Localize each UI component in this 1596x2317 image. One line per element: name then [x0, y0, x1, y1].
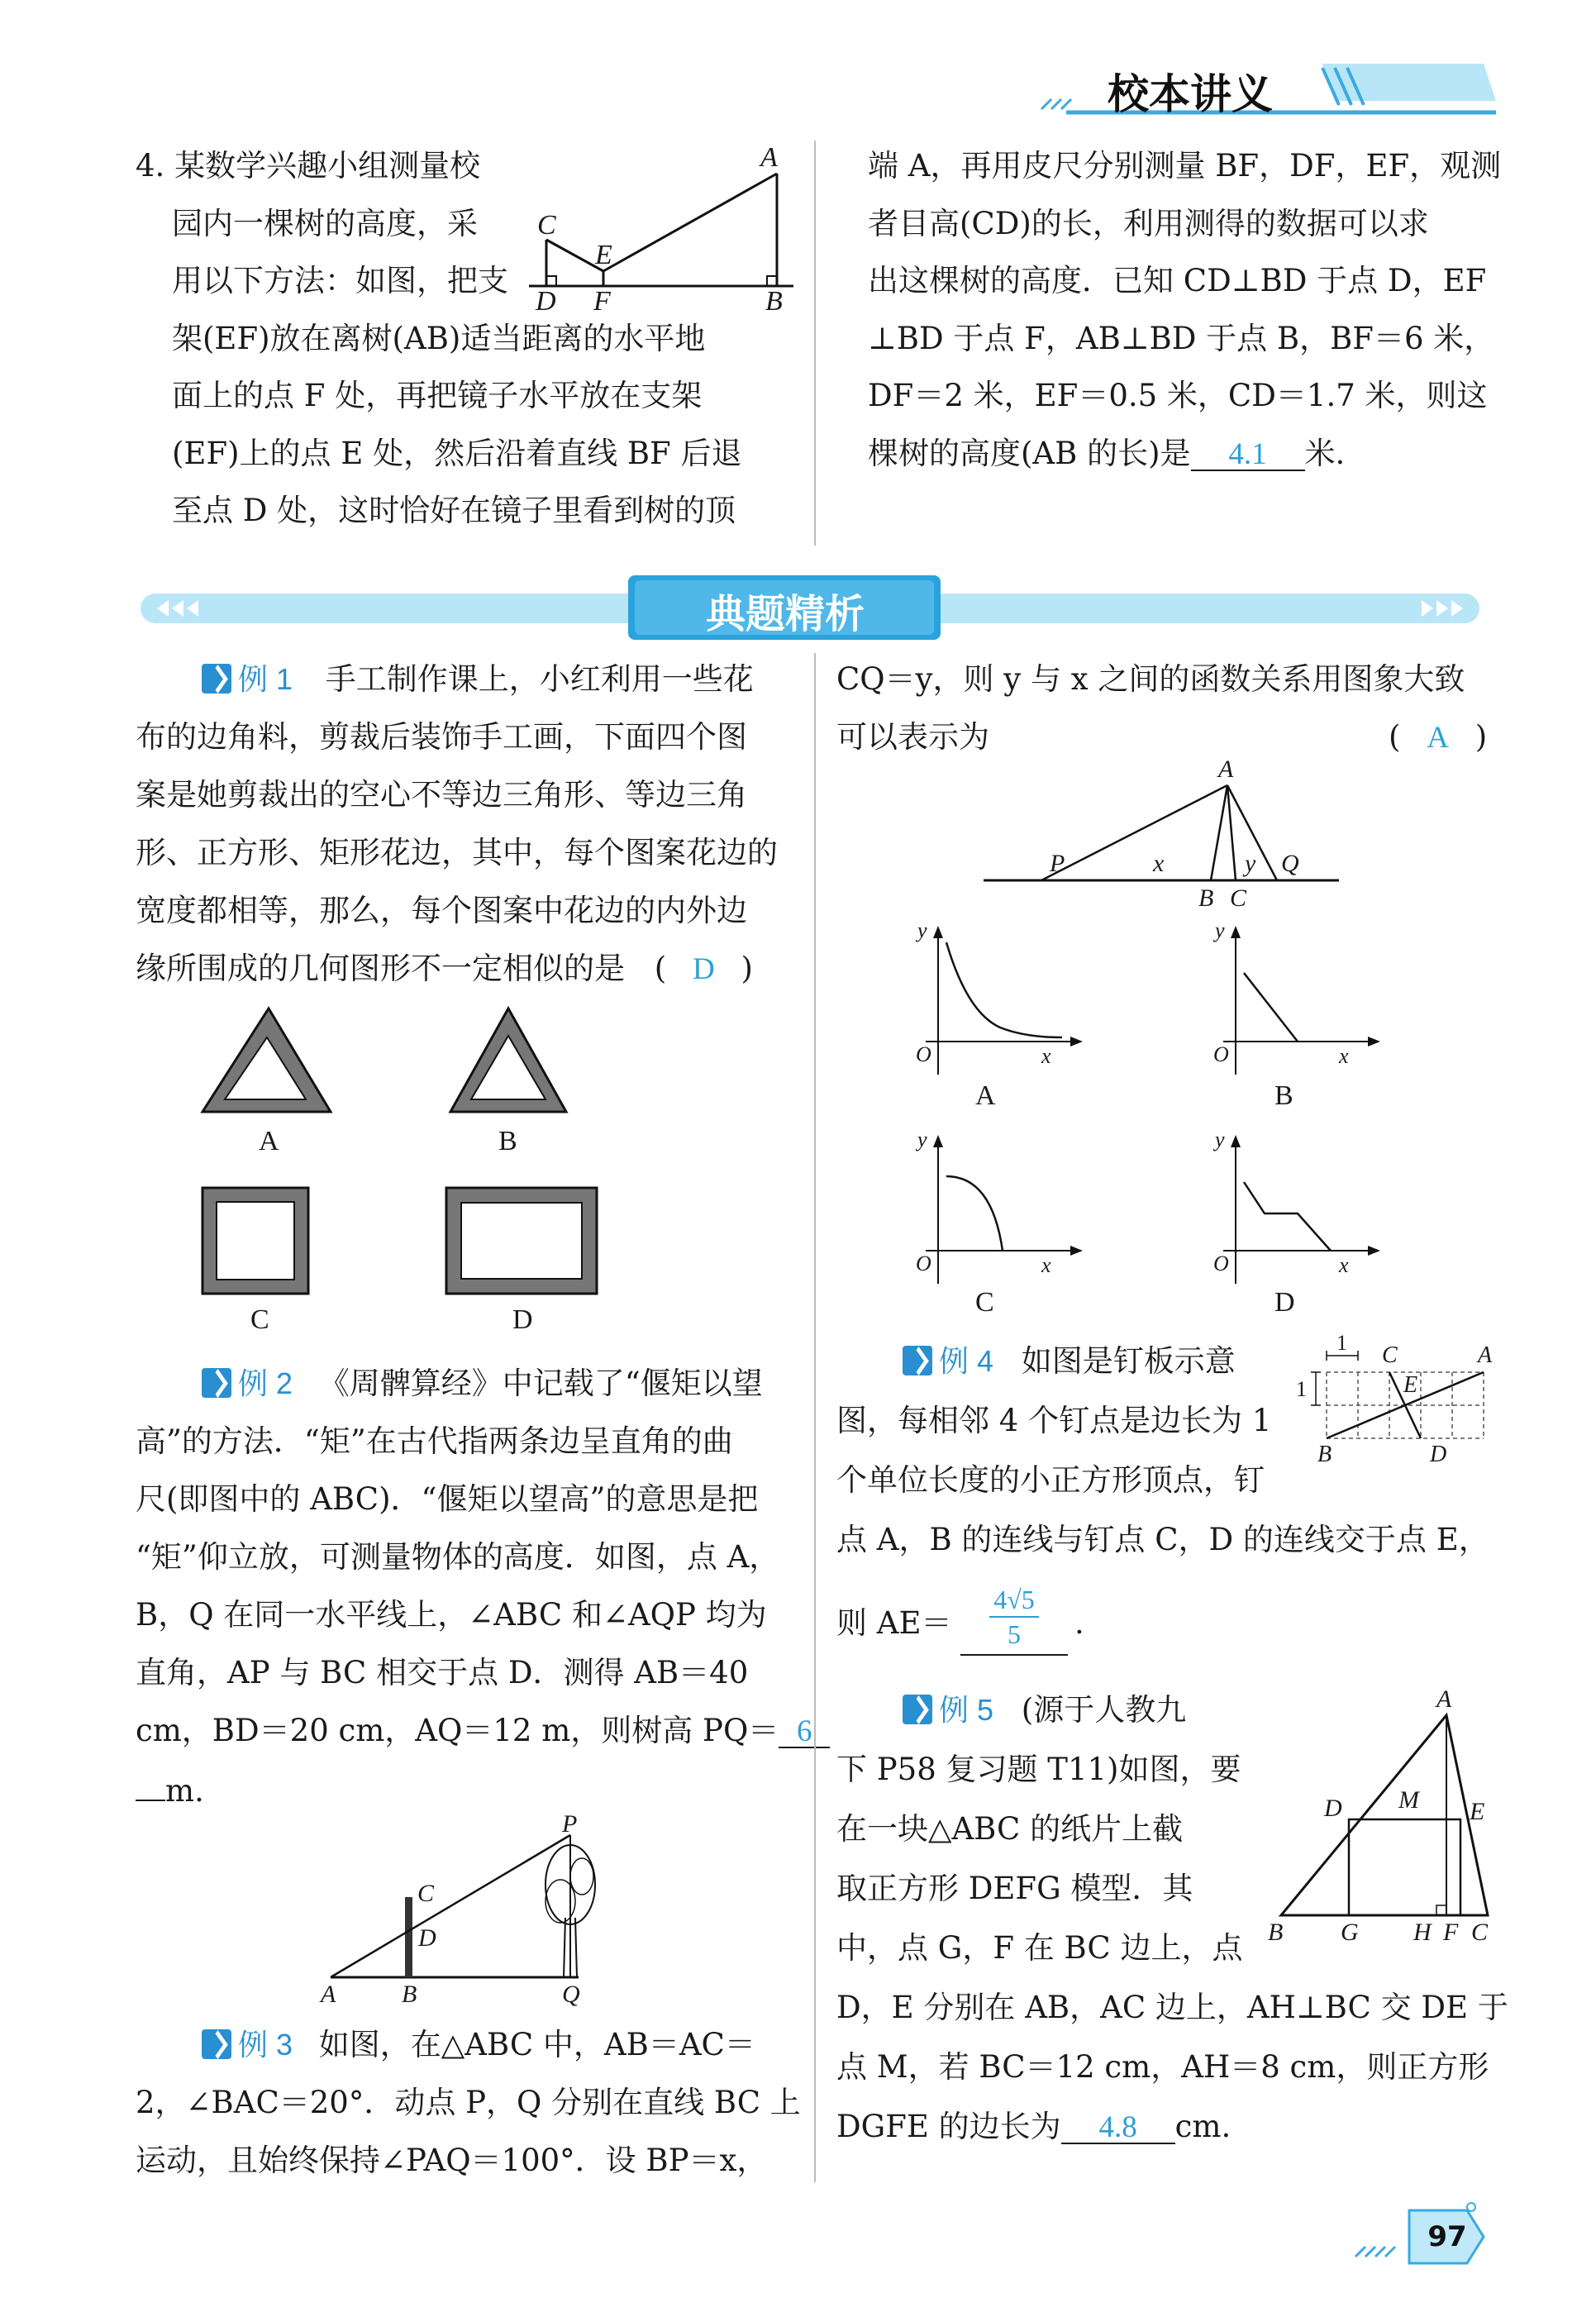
- ex5-figure: [1265, 1685, 1504, 1955]
- ex1-answer: D: [692, 952, 715, 986]
- ex1-option-d-label: D: [512, 1304, 533, 1335]
- ex5-line-5: 中，点 G，F 在 BC 边上，点: [836, 1930, 1243, 1966]
- ex4-answer-numerator: 4√5: [993, 1585, 1035, 1614]
- p4-last-suffix: 米.: [1304, 436, 1346, 471]
- ex3-line-2: 2，∠BAC＝20°．动点 P，Q 分别在直线 BC 上: [136, 2085, 801, 2120]
- ex2-figure-svg: [322, 1827, 628, 2025]
- ex5-last-prefix: DGFE 的边长为: [836, 2109, 1061, 2144]
- ex4-label-unit-left: 1: [1296, 1377, 1307, 1401]
- ex2-line-4: “矩”仰立放，可测量物体的高度．如图，点 A，: [136, 1539, 780, 1575]
- p4-right-line-1: 端 A，再用皮尺分别测量 BF，DF，EF，观测: [868, 148, 1502, 184]
- ex5-answer: 4.8: [1061, 2112, 1175, 2144]
- ex3-graph-a-o: O: [916, 1042, 931, 1066]
- ex1-option-a-label: A: [259, 1126, 279, 1156]
- ex1-text-6: 缘所围成的几何图形不一定相似的是: [136, 951, 625, 986]
- p4-right-line-4: ⊥BD 于点 F，AB⊥BD 于点 B，BF＝6 米，: [868, 321, 1495, 356]
- ex5-figure-svg: [1265, 1690, 1504, 1955]
- ex1-option-c-label: C: [250, 1304, 269, 1335]
- ex5-label-m: M: [1398, 1786, 1419, 1814]
- ex4-result-prefix: 则 AE＝: [836, 1605, 952, 1641]
- section-banner: [141, 570, 1479, 645]
- p4-label-d: D: [536, 286, 556, 317]
- ex3-line-5: [836, 719, 989, 755]
- ex3-text-5: 可以表示为: [836, 719, 989, 755]
- ex2-answer: 6: [779, 1716, 830, 1748]
- page-number: 97: [1427, 2220, 1467, 2253]
- ex3-graph-b-o: O: [1213, 1042, 1229, 1066]
- ex5-last-suffix: cm.: [1174, 2109, 1232, 2144]
- ex3-answer-line: [1389, 719, 1488, 755]
- ex5-arrow-icon: [903, 1695, 932, 1724]
- p4-label-b: B: [765, 286, 783, 317]
- p4-label-c: C: [537, 210, 556, 241]
- header-title: 校本讲义: [1108, 70, 1273, 118]
- ex3-graph-a: [909, 918, 1083, 1087]
- ex3-graph-d-x: x: [1339, 1253, 1349, 1277]
- ex1-text-1: 手工制作课上，小红利用一些花: [325, 661, 754, 697]
- ex4-result-line: [836, 1605, 952, 1641]
- ex3-graph-c-y: y: [917, 1128, 927, 1151]
- p4-last-prefix: 棵树的高度(AB 的长)是: [868, 436, 1191, 471]
- ex4-line-2: 图，每相邻 4 个钉点是边长为 1: [836, 1403, 1272, 1438]
- ex2-line-5: B，Q 在同一水平线上，∠ABC 和∠AQP 均为: [136, 1597, 767, 1633]
- ex3-line-3: 运动，且始终保持∠PAQ＝100°．设 BP＝x，: [136, 2143, 768, 2178]
- ex3-graph-c-x: x: [1041, 1253, 1051, 1277]
- ex4-label-b: B: [1317, 1442, 1332, 1467]
- ex3-graph-d: [1207, 1128, 1380, 1296]
- ex2-label-c: C: [417, 1880, 435, 1907]
- ex3-label-q: Q: [1281, 850, 1299, 877]
- ex4-line-1: [903, 1343, 1236, 1379]
- ex5-label: 例 5: [939, 1693, 994, 1727]
- ex3-text-1: 如图，在△ABC 中，AB＝AC＝: [318, 2027, 755, 2062]
- ex4-result-suffix: .: [1074, 1605, 1084, 1641]
- ex3-label-p: P: [1050, 850, 1065, 877]
- ex4-label-unit-top: 1: [1336, 1331, 1347, 1355]
- ex5-line-4: 取正方形 DEFG 模型．其: [836, 1871, 1193, 1906]
- ex4-grid-svg: [1306, 1339, 1492, 1480]
- ex5-label-h: H: [1413, 1919, 1432, 1946]
- section-title: 典题精析: [705, 591, 865, 637]
- ex2-text-1: 《周髀算经》中记载了“偃矩以望: [318, 1366, 763, 1401]
- ex3-label-c: C: [1230, 884, 1247, 912]
- ex1-line-6: [136, 953, 753, 984]
- ex3-label-a: A: [1218, 756, 1234, 783]
- ex2-text-8: m.: [165, 1773, 204, 1809]
- p4-line-5: 面上的点 F 处，再把镜子水平放在支架: [172, 378, 703, 413]
- ex2-figure: [321, 1810, 628, 2025]
- column-divider-bottom: [814, 653, 816, 2182]
- ex2-text-7: cm，BD＝20 cm，AQ＝12 m，则树高 PQ＝: [136, 1713, 779, 1748]
- ex3-option-b-label: B: [1274, 1080, 1293, 1111]
- ex3-graph-c-o: O: [916, 1251, 931, 1275]
- ex4-figure: [1296, 1331, 1493, 1480]
- p4-label-a: A: [760, 142, 778, 173]
- ex3-line-4: CQ＝y，则 y 与 x 之间的函数关系用图象大致: [836, 661, 1465, 697]
- ex3-answer: A: [1427, 721, 1449, 755]
- ex4-label-e: E: [1403, 1372, 1418, 1398]
- ex1-line-4: 形、正方形、矩形花边，其中，每个图案花边的: [136, 835, 778, 870]
- ex3-option-a-label: A: [975, 1080, 996, 1111]
- ex3-label: 例 3: [238, 2028, 293, 2062]
- ex2-line-2: 高”的方法．“矩”在古代指两条边呈直角的曲: [136, 1423, 733, 1459]
- p4-line-7: 至点 D 处，这时恰好在镜子里看到树的顶: [172, 493, 736, 528]
- ex4-answer-denominator: 5: [1008, 1619, 1021, 1649]
- ex3-graph-a-y: y: [917, 918, 927, 942]
- ex3-option-d-label: D: [1274, 1287, 1295, 1318]
- ex2-label-b: B: [402, 1981, 417, 2008]
- ex5-line-2: 下 P58 复习题 T11)如图，要: [836, 1752, 1241, 1787]
- ex4-label-c: C: [1382, 1342, 1398, 1368]
- p4-line-6: (EF)上的点 E 处，然后沿着直线 BF 后退: [172, 436, 742, 471]
- column-divider-top: [814, 141, 816, 546]
- ex5-line-7: 点 M，若 BC＝12 cm，AH＝8 cm，则正方形: [836, 2049, 1489, 2085]
- ex4-text-1: 如图是钉板示意: [1021, 1343, 1236, 1379]
- ex3-label-x: x: [1153, 850, 1165, 877]
- ex1-line-5: 宽度都相等，那么，每个图案中花边的内外边: [136, 893, 747, 928]
- ex3-option-c-label: C: [975, 1287, 994, 1318]
- ex2-label-q: Q: [562, 1981, 580, 2008]
- p4-answer: 4.1: [1191, 439, 1305, 471]
- ex1-label: 例 1: [238, 662, 293, 696]
- ex2-line-8: [136, 1773, 204, 1809]
- ex3-graph-c: [909, 1128, 1083, 1296]
- ex3-graph-b-x: x: [1339, 1044, 1349, 1068]
- ex3-triangle-svg: [984, 769, 1347, 918]
- ex4-answer-fraction: [960, 1583, 1068, 1656]
- p4-right-line-2: 者目高(CD)的长，利用测得的数据可以求: [868, 206, 1429, 241]
- ex2-line-6: 直角，AP 与 BC 相交于点 D．测得 AB＝40: [136, 1655, 749, 1690]
- ex3-triangle-figure: [984, 756, 1347, 918]
- ex5-label-a: A: [1436, 1685, 1452, 1713]
- ex3-arrow-icon: [202, 2029, 231, 2059]
- ex5-text-1: (源于人教九: [1021, 1692, 1187, 1728]
- ex4-line-3: 个单位长度的小正方形顶点，钉: [836, 1462, 1265, 1498]
- ex2-label-a: A: [321, 1981, 336, 2008]
- ex3-graph-b-y: y: [1215, 918, 1225, 942]
- ex5-label-f: F: [1443, 1919, 1459, 1946]
- ex5-label-d: D: [1324, 1795, 1342, 1822]
- ex3-label-y: y: [1245, 850, 1256, 877]
- ex5-label-g: G: [1341, 1919, 1359, 1946]
- ex4-answer-underline: [960, 1654, 1068, 1656]
- ex3-line-1: [202, 2029, 755, 2060]
- ex5-label-e: E: [1470, 1798, 1485, 1825]
- ex5-line-1: [903, 1692, 1187, 1728]
- p4-line-1: 4. 某数学兴趣小组测量校: [136, 148, 481, 184]
- ex1-paren-left: (: [654, 951, 667, 986]
- ex2-label-d: D: [418, 1924, 436, 1952]
- ex2-line-3: 尺(即图中的 ABC)．“偃矩以望高”的意思是把: [136, 1481, 759, 1517]
- ex2-line-1: [202, 1368, 763, 1399]
- p4-figure: [529, 142, 802, 317]
- header-bar: [1033, 60, 1496, 119]
- ex4-label-d: D: [1430, 1442, 1447, 1467]
- ex1-option-b-label: B: [498, 1126, 517, 1156]
- page-footer: [1347, 2199, 1513, 2273]
- ex5-line-8: [836, 2111, 1231, 2144]
- p4-right-line-6: [868, 438, 1345, 471]
- ex4-line-4: 点 A，B 的连线与钉点 C，D 的连线交于点 E，: [836, 1522, 1489, 1557]
- ex1-line-1: [202, 661, 754, 697]
- ex3-paren-right: ): [1475, 719, 1488, 755]
- ex2-answer-underline-cont: [136, 1773, 165, 1801]
- p4-label-f: F: [593, 286, 611, 317]
- ex4-label: 例 4: [939, 1344, 994, 1378]
- p4-line-3: 用以下方法：如图，把支: [172, 263, 508, 298]
- ex1-line-3: 案是她剪裁出的空心不等边三角形、等边三角: [136, 777, 747, 813]
- ex5-label-c: C: [1471, 1919, 1489, 1946]
- p4-right-line-5: DF＝2 米，EF＝0.5 米，CD＝1.7 米，则这: [868, 378, 1488, 413]
- ex4-arrow-icon: [903, 1346, 932, 1375]
- ex5-label-b: B: [1268, 1919, 1284, 1946]
- ex1-paren-right: ): [741, 951, 753, 986]
- p4-line-4: 架(EF)放在离树(AB)适当距离的水平地: [172, 321, 706, 356]
- ex2-line-7: [136, 1715, 830, 1748]
- p4-line-2: 园内一棵树的高度，采: [172, 206, 478, 241]
- ex3-graph-d-y: y: [1215, 1128, 1225, 1151]
- ex2-arrow-icon: [202, 1368, 231, 1398]
- ex5-line-6: D，E 分别在 AB，AC 边上，AH⊥BC 交 DE 于: [836, 1990, 1508, 2025]
- ex1-arrow-icon: [202, 664, 231, 694]
- ex3-paren-left: (: [1389, 719, 1401, 755]
- ex4-label-a: A: [1478, 1342, 1493, 1368]
- ex5-line-3: 在一块△ABC 的纸片上截: [836, 1811, 1184, 1847]
- p4-label-e: E: [595, 240, 612, 270]
- ex3-graph-d-o: O: [1213, 1251, 1229, 1275]
- ex3-label-b: B: [1198, 884, 1214, 912]
- ex2-label: 例 2: [238, 1366, 293, 1400]
- ex2-label-p: P: [562, 1810, 578, 1838]
- p4-right-line-3: 出这棵树的高度．已知 CD⊥BD 于点 D，EF: [868, 263, 1487, 298]
- ex1-options-figure: [190, 1004, 620, 1318]
- ex3-graph-a-x: x: [1041, 1044, 1051, 1068]
- ex1-line-2: 布的边角料，剪裁后装饰手工画，下面四个图: [136, 719, 747, 755]
- ex3-graph-b: [1207, 918, 1380, 1087]
